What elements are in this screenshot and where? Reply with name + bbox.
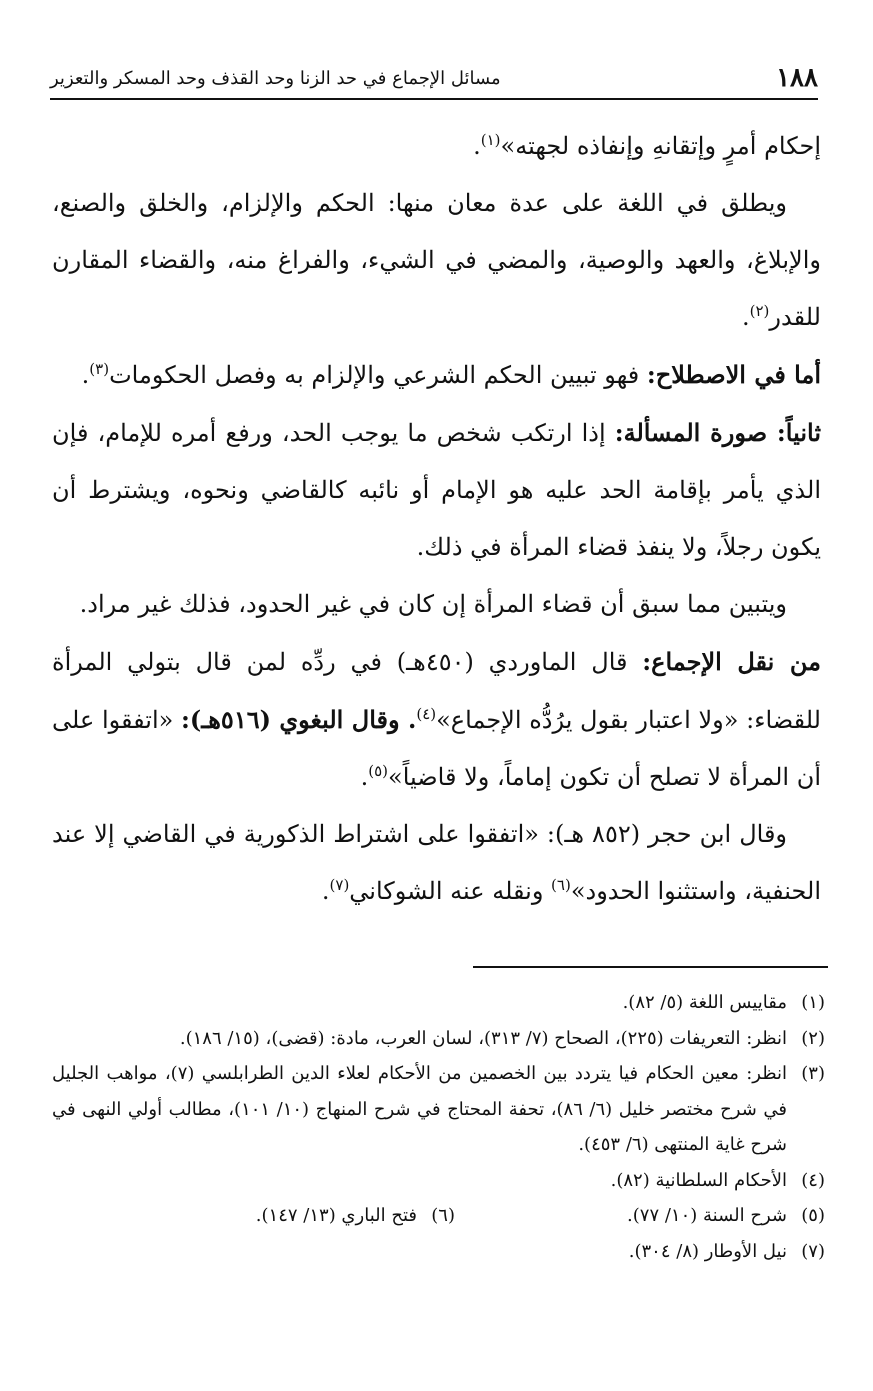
footnote-ref-2[interactable]: (٢)	[749, 302, 770, 320]
footnote-4: (٤) الأحكام السلطانية (٨٢).	[610, 1169, 825, 1191]
footnote-5: (٥) شرح السنة (١٠/ ٧٧).	[627, 1205, 825, 1226]
paragraph-3: أما في الاصطلاح: فهو تبيين الحكم الشرعي والإلزام به وفصل الحكومات$^{(٣)}$.	[81, 360, 821, 389]
paragraph-2: ويطلق في اللغة على عدة معان منها: الحكم والإلزام، والخلق والصنع، والإبلاغ، والعهد والوصية، والمضي في الشيء، والفراغ منه، والقضاء المقارن للقدر$^{(٢)}$.	[52, 189, 821, 331]
paragraph-5: ويتبين مما سبق أن قضاء المرأة إن كان في غير الحدود، فذلك غير مراد.	[79, 590, 787, 618]
paragraph-6: من نقل الإجماع: قال الماوردي (٤٥٠هـ) في ردِّه لمن قال بتولي المرأة للقضاء: «ولا اعتبار بقول يرُدُّه الإجماع»$^{(٤)}$. وقال البغوي (٥١٦هـ): «اتفقوا على أن المرأة لا تصلح أن تكون إماماً، ولا قاضياً»$^{(٥)}$.	[52, 647, 822, 791]
section-lead-consensus: من نقل الإجماع:	[642, 647, 822, 676]
footnote-2: (٢) انظر: التعريفات (٢٢٥)، الصحاح (٧/ ٣١٣)، لسان العرب، مادة: (قضى)، (١٥/ ١٨٦).	[179, 1027, 825, 1049]
footnote-1: (١) مقاييس اللغة (٥/ ٨٢).	[622, 992, 825, 1013]
footnote-row-5-6	[52, 1198, 825, 1234]
paragraph-1: إحكام أمرٍ وإتقانهِ وإنفاذه لجهته»$^{(١)}$.	[473, 131, 821, 160]
paragraph-7: وقال ابن حجر (٨٥٢ هـ): «اتفقوا على اشتراط الذكورية في القاضي إلا عند الحنفية، واستثنوا الحدود»$^{(٦)}$ ونقله عنه الشوكاني$^{(٧)}$.	[52, 820, 821, 905]
footnote-6: (٦) فتح الباري (١٣/ ١٤٧).	[255, 1205, 455, 1226]
main-text	[52, 118, 821, 920]
footnotes	[52, 985, 825, 1269]
footnote-divider	[473, 966, 828, 968]
section-lead-term: أما في الاصطلاح:	[646, 360, 821, 389]
footnote-ref-7[interactable]: (٧)	[329, 876, 350, 894]
running-title: مسائل الإجماع في حد الزنا وحد القذف وحد المسكر والتعزير	[50, 67, 501, 89]
paragraph-4: ثانياً: صورة المسألة: إذا ارتكب شخص ما يوجب الحد، ورفع أمره للإمام، فإن الذي يأمر بإقامة الحد عليه هو الإمام أو نائبه كالقاضي ونحوه، ويشترط أن يكون رجلاً، ولا ينفذ قضاء المرأة في ذلك.	[52, 418, 821, 561]
footnote-ref-5[interactable]: (٥)	[368, 762, 389, 780]
page-header	[50, 58, 818, 100]
page-number: ١٨٨	[776, 63, 818, 93]
footnote-ref-1[interactable]: (١)	[480, 131, 501, 149]
section-lead-case: ثانياً: صورة المسألة:	[614, 418, 821, 447]
footnote-ref-6[interactable]: (٦)	[551, 876, 571, 894]
footnote-ref-4[interactable]: (٤)	[416, 705, 437, 723]
footnote-ref-3[interactable]: (٣)	[89, 360, 110, 378]
footnote-7: (٧) نيل الأوطار (٨/ ٣٠٤).	[628, 1240, 825, 1262]
footnote-3: (٣) انظر: معين الحكام فيا يتردد بين الخصمين من الأحكام لعلاء الدين الطرابلسي (٧)، مواهب الجليل في شرح مختصر خليل (٦/ ٨٦)، تحفة المحتاج في شرح المنهاج (١٠/ ١٠١)، مطالب أولي النهى في شرح غاية المنتهى (٦/ ٤٥٣).	[52, 1063, 825, 1155]
